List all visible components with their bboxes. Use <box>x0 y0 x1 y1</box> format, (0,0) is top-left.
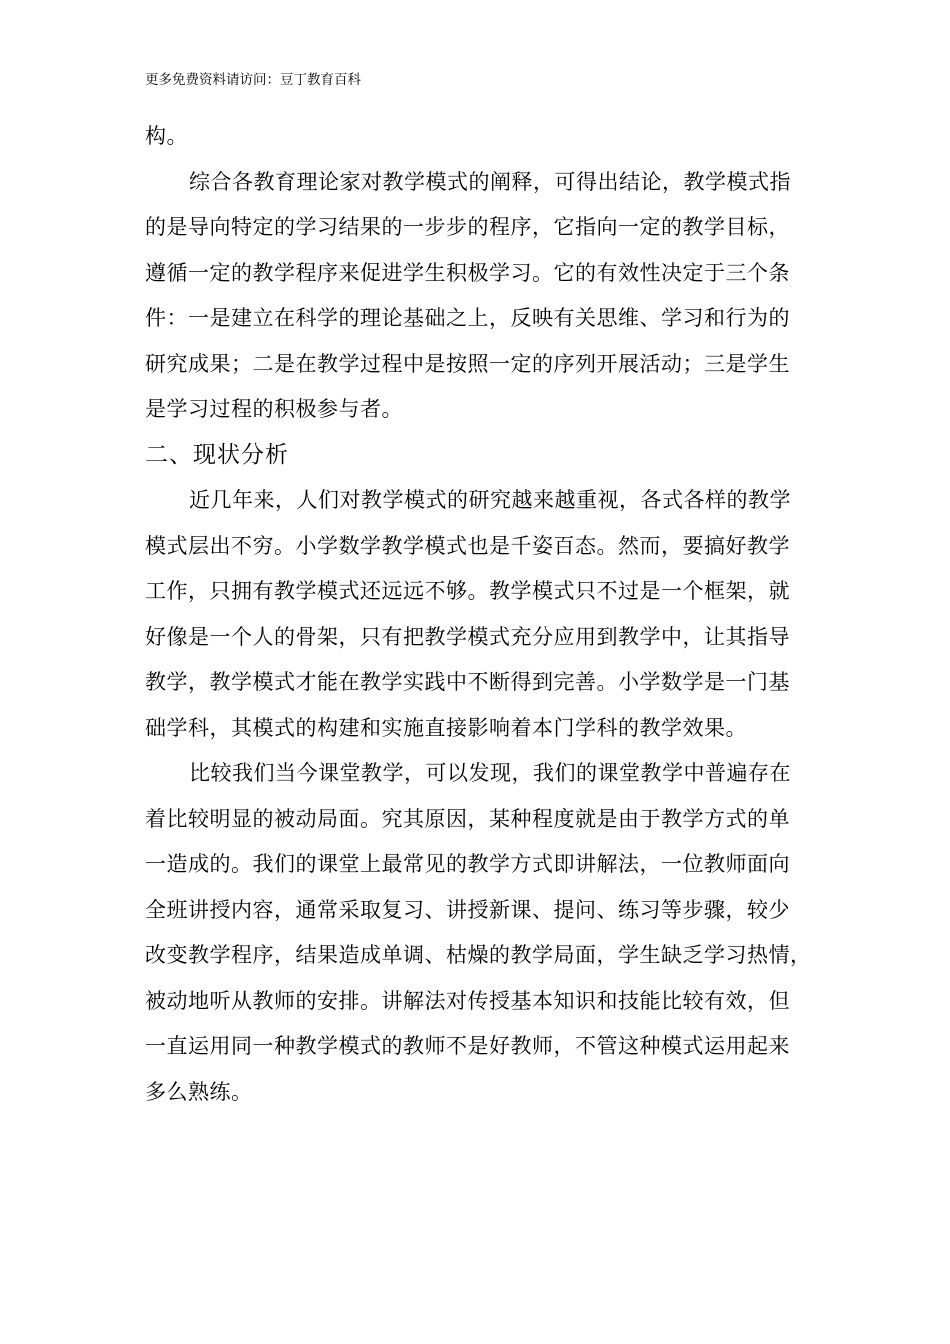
text-line: 好像是一个人的骨架，只有把教学模式充分应用到教学中，让其指导 <box>145 624 790 649</box>
text-line: 模式层出不穷。小学数学教学模式也是千姿百态。然而，要搞好教学 <box>145 533 790 558</box>
text-line: 遵循一定的教学程序来促进学生积极学习。它的有效性决定于三个条 <box>145 260 790 285</box>
text-line: 着比较明显的被动局面。究其原因，某种程度就是由于教学方式的单 <box>145 806 790 831</box>
text-line: 工作，只拥有教学模式还远远不够。教学模式只不过是一个框架，就 <box>145 579 790 603</box>
text-line: 是学习过程的积极参与者。 <box>145 397 403 421</box>
page-header: 更多免费资料请访问：豆丁教育百科 <box>145 72 361 88</box>
section-heading: 二、现状分析 <box>145 441 289 468</box>
text-line: 构。 <box>145 124 188 148</box>
text-line: 改变教学程序，结果造成单调、枯燥的教学局面，学生缺乏学习热情， <box>145 943 812 967</box>
text-line: 被动地听从教师的安排。讲解法对传授基本知识和技能比较有效，但 <box>145 988 790 1013</box>
document-body <box>145 114 812 1115</box>
text-line: 的是导向特定的学习结果的一步步的程序，它指向一定的教学目标， <box>145 215 790 239</box>
text-line: 一造成的。我们的课堂上最常见的教学方式即讲解法，一位教师面向 <box>145 852 790 876</box>
text-line: 一直运用同一种教学模式的教师不是好教师，不管这种模式运用起来 <box>145 1034 790 1058</box>
text-line: 多么熟练。 <box>145 1079 253 1104</box>
paragraph-start: 综合各教育理论家对教学模式的阐释，可得出结论，教学模式指 <box>189 169 791 194</box>
text-line: 全班讲授内容，通常采取复习、讲授新课、提问、练习等步骤，较少 <box>145 897 790 922</box>
text-line: 研究成果；二是在教学过程中是按照一定的序列开展活动；三是学生 <box>145 351 790 376</box>
text-line: 础学科，其模式的构建和实施直接影响着本门学科的教学效果。 <box>145 715 747 740</box>
paragraph-start: 近几年来，人们对教学模式的研究越来越重视，各式各样的教学 <box>189 488 791 512</box>
paragraph-start: 比较我们当今课堂教学，可以发现，我们的课堂教学中普遍存在 <box>189 761 791 785</box>
text-line: 教学，教学模式才能在教学实践中不断得到完善。小学数学是一门基 <box>145 670 790 694</box>
text-line: 件：一是建立在科学的理论基础之上，反映有关思维、学习和行为的 <box>145 306 790 330</box>
